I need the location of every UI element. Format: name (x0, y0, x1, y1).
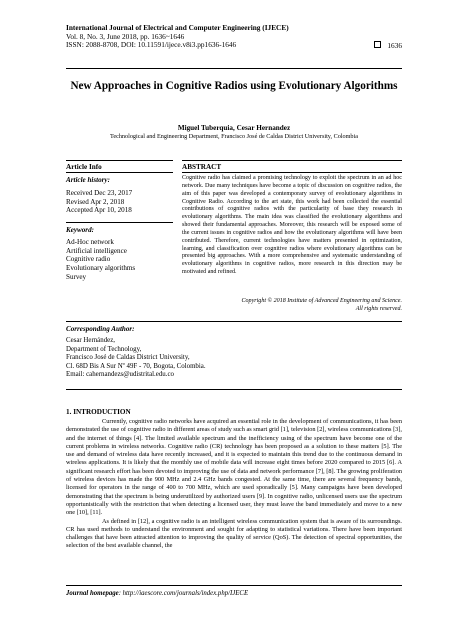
journal-issn-doi: ISSN: 2088-8708, DOI: 10.11591/ijece.v8i3.pp1636-1646 (66, 40, 237, 50)
keyword-item: Survey (66, 272, 87, 281)
footer-label: Journal homepage (66, 590, 119, 597)
square-icon (374, 41, 381, 48)
journal-volume: Vol. 8, No. 3, June 2018, pp. 1636~1646 (66, 31, 185, 41)
corresponding-university: Francisco José de Caldas District University, (66, 354, 190, 362)
copyright-block (182, 298, 402, 314)
article-info-heading: Article Info (66, 163, 102, 171)
keyword-item: Ad-Hoc network (66, 238, 114, 246)
corresponding-bottom-rule (66, 389, 402, 390)
paper-authors: Miguel Tuberquia, Cesar Hernandez (177, 124, 291, 132)
corresponding-top-rule (66, 321, 402, 322)
introduction-paragraph: Currently, cognitive radio networks have acquired an essential role in the development of communications, it has been demonstrated the use of cognitive radio in different areas of study such as smart grid [1], television [2], wireless communications [3], and the internet of things [4]. The limited available spectrum and the inefficiency using of the spectrum have become one of the current problems in wireless networks. Cognitive radio (CR) technology has been proposed as a solution to these matters [5]. The use and demand of wireless data have recently increased, and it is expected to maintain this trend due to the continuous demand in wireless applications. It is likely that the monthly use of mobile data will increase eight times before 2020 compared to 2015 [6]. A significant research effort has been devoted to improving the use of data and network performance [7], [8]. The growing proliferation of wireless devices has made the 900 MHz and 2.4 GHz bands congested. At the same time, there are several frequency bands, licensed for operators in the range of 400 to 700 MHz, which are used sporadically [5]. Many campaigns have been developed demonstrating that the spectrum is being underutilized by authorized users [9]. In cognitive radio, unlicensed users use the spectrum opportunistically with the restriction that when detecting a licensed user, they must leave the band immediately and move to a new one [10], [11]. (66, 418, 403, 517)
corresponding-department: Department of Technology, (66, 345, 142, 353)
article-info-rule (66, 172, 173, 173)
copyright-text: Copyright © 2018 Institute of Advanced Engineering and Science. (241, 298, 402, 304)
footer-rule (66, 585, 402, 586)
history-list (66, 189, 132, 215)
history-revised: Revised Apr 2, 2018 (66, 197, 125, 206)
keyword-item: Cognitive radio (66, 255, 111, 264)
page-number-block (374, 41, 402, 51)
keyword-item: Artificial intelligence (66, 246, 127, 255)
article-info-top-rule (66, 160, 173, 161)
header-divider (66, 68, 402, 69)
footer-url[interactable]: : http://iaescore.com/journals/index.php/IJECE (118, 590, 249, 597)
paper-title: New Approaches in Cognitive Radios using Evolutionary Algorithms (70, 80, 398, 92)
journal-header (66, 24, 402, 50)
history-accepted: Accepted Apr 10, 2018 (66, 206, 132, 215)
corresponding-address: Cl. 68D Bis A Sur Nº 49F - 70, Bogota, Colombia. (66, 362, 206, 370)
introduction-paragraph: As defined in [12], a cognitive radio is an intelligent wireless communication system that is aware of its surroundings. CR has used methods to understand the environment and sought for adapting to statistical variations. There have been important challenges that have been attracted attention to improving the quality of service (QoS). The detection of spectral opportunities, the selection of the best available channel, the (66, 517, 402, 550)
corresponding-email: Email: cahernandezs@udistrital.edu.co (66, 371, 174, 379)
corresponding-name: Cesar Hernández, (66, 337, 115, 344)
rights-text: All rights reserved. (355, 305, 402, 312)
journal-name: International Journal of Electrical and Computer Engineering (IJECE) (66, 23, 289, 32)
keyword-heading: Keyword: (66, 226, 94, 234)
history-received: Received Dec 23, 2017 (66, 189, 133, 197)
journal-homepage-footer (66, 590, 402, 597)
keyword-item: Evolutionary algorithms (66, 264, 136, 273)
abstract-top-rule (182, 160, 402, 161)
history-heading: Article history: (66, 176, 110, 184)
keyword-rule (66, 222, 173, 223)
section-heading-introduction: 1. INTRODUCTION (66, 408, 131, 416)
paper-affiliation: Technological and Engineering Department, Francisco José de Caldas District University, Colombia (110, 133, 358, 140)
keyword-list (66, 238, 135, 282)
abstract-text: Cognitive radio has claimed a promising technology to exploit the spectrum in an ad hoc network. Due many techniques have become a topic of discussion on cognitive radios, the aim of this paper was developed a contemporary survey of evolutionary algorithms in Cognitive Radio. According to the art state, this work had been collected the essential contributions of cognitive radios with the particularity of base they research in evolutionary algorithms. The main idea was classified the evolutionary algorithms and showed their fundamental approaches. Moreover, this research will be exposed some of the current issues in cognitive radios and how the evolutionary algorithms will have been contributed. Therefore, current technologies have matters presented in optimization, learning, and classification over cognitive radios where evolutionary algorithms can be presented big approaches. With a more comprehensive and systematic understanding of evolutionary algorithms in cognitive radios, more research in this direction may be motivated and refined. (182, 175, 402, 276)
corresponding-heading: Corresponding Author: (66, 325, 135, 333)
page-number: 1636 (387, 41, 402, 51)
abstract-rule (182, 172, 402, 173)
abstract-heading: ABSTRACT (182, 163, 222, 171)
corresponding-details (66, 337, 266, 380)
introduction-body (66, 418, 402, 551)
